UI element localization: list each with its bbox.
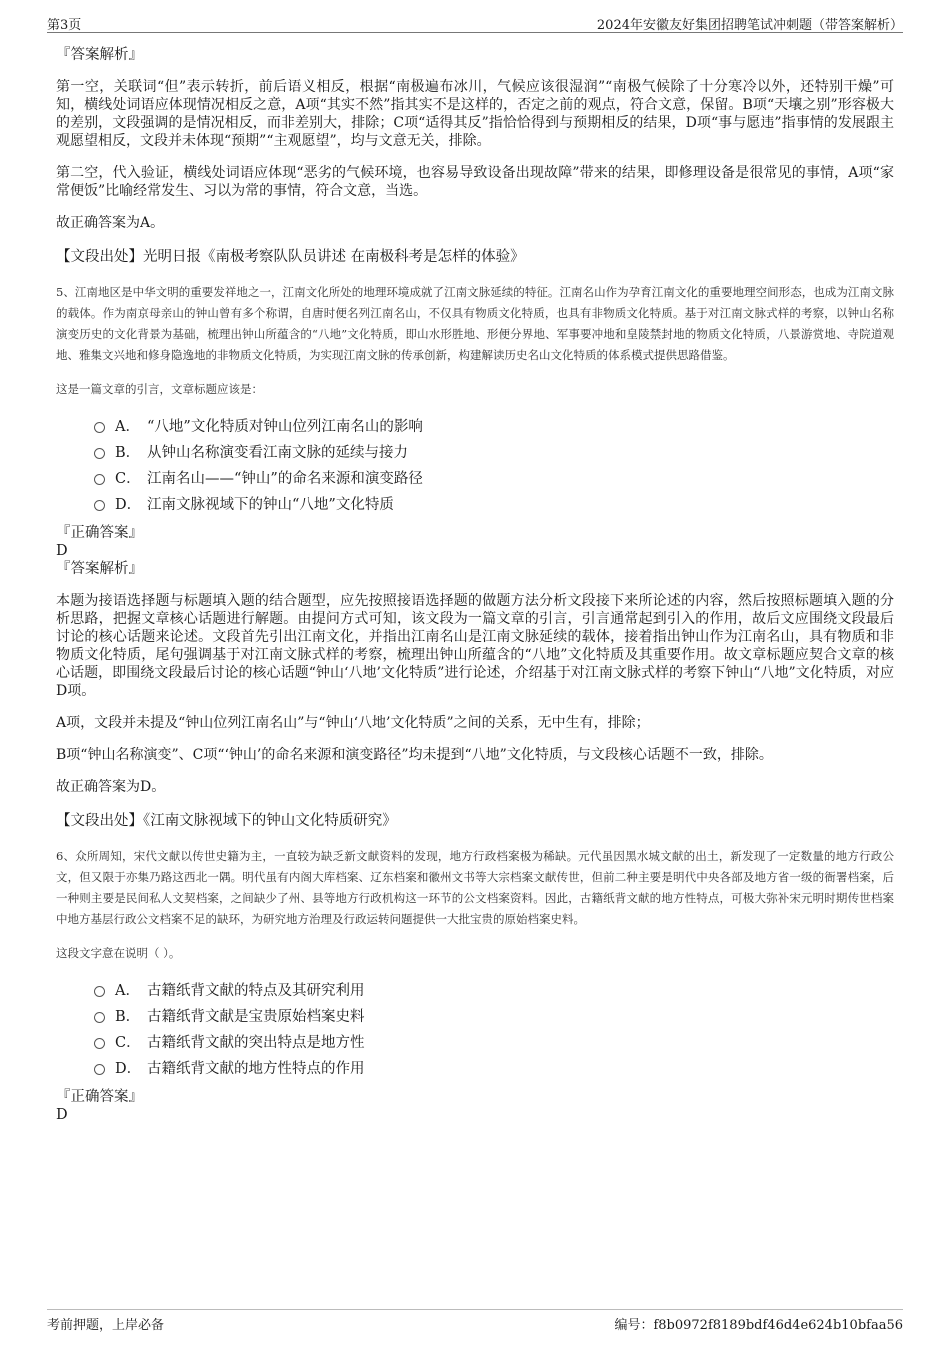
radio-icon[interactable]: [94, 986, 105, 997]
option-text: 江南名山——“钟山”的命名来源和演变路径: [147, 471, 423, 487]
radio-icon[interactable]: [94, 1064, 105, 1075]
radio-icon[interactable]: [94, 422, 105, 433]
q5-options: [94, 414, 894, 518]
radio-icon[interactable]: [94, 500, 105, 511]
option-text: 江南文脉视域下的钟山“八地”文化特质: [147, 497, 394, 513]
option-letter: D．: [115, 1061, 142, 1077]
option-text: 古籍纸背文献是宝贵原始档案史料: [147, 1009, 365, 1025]
radio-icon[interactable]: [94, 1012, 105, 1023]
q6-options: [94, 978, 894, 1082]
q5-analysis-label: 『答案解析』: [56, 561, 143, 577]
page-header: [47, 12, 903, 33]
q5-conclusion: 故正确答案为D。: [56, 779, 166, 795]
q5-option-b[interactable]: [94, 440, 894, 466]
option-text: 古籍纸背文献的突出特点是地方性: [147, 1035, 365, 1051]
page-number: 第3页: [47, 18, 82, 33]
q5-question: 5、江南地区是中华文明的重要发祥地之一，江南文化所处的地理环境成就了江南文脉延续的特征。江南名山作为孕育江南文化的重要地理空间形态，也成为江南文脉的载体。作为南京母亲山的钟山曾有多个称谓，自唐时便名列江南名山，不仅具有物质文化特质，也具有非物质文化特质。基于对江南文脉式样的考察，以钟山名称演变历史的文化背景为基础，梳理出钟山所蕴含的“八地”文化特质，即山水形胜地、形便分界地、军事要冲地和皇陵禁封地的物质文化特质，八景游赏地、寺院道观地、雅集文兴地和修身隐逸地的非物质文化特质，为实现江南文脉的传承创新，构建解读历史名山文化特质的体系模式提供思路借鉴。: [56, 285, 894, 362]
q5-analysis-paragraph-3: B项“钟山名称演变”、C项“‘钟山’的命名来源和演变路径”均未提到“八地”文化特质，与文段核心话题不一致，排除。: [56, 747, 773, 763]
q6-prompt: 这段文字意在说明（ ）。: [56, 946, 181, 960]
q4-analysis-paragraph-1: 第一空，关联词“但”表示转折，前后语义相反，根据“南极遍布冰川，气候应该很湿润”“南极气候除了十分寒冷以外，还特别干燥”可知，横线处词语应体现情况相反之意，A项“其实不然”指其实不是这样的，否定之前的观点，符合文意，保留。B项“天壤之别”形容极大的差别，文段强调的是情况相反，而非差别大，排除；C项“适得其反”指恰恰得到与预期相反的结果，D项“事与愿违”指事情的发展跟主观愿望相反，文段并未体现“预期”“主观愿望”，均与文意无关，排除。: [56, 79, 894, 149]
q5-analysis-paragraph-1: 本题为接语选择题与标题填入题的结合题型，应先按照接语选择题的做题方法分析文段接下来所论述的内容，然后按照标题填入题的分析思路，把握文章核心话题进行解题。由提问方式可知，该文段为一篇文章的引言，引言通常起到引入的作用，故后文应围绕文段最后讨论的核心话题来论述。文段首先引出江南文化，并指出江南名山是江南文脉延续的载体，接着指出钟山作为江南名山，具有物质和非物质文化特质，尾句强调基于对江南文脉式样的考察，梳理出钟山所蕴含的“八地”文化特质及其重要作用。故文章标题应契合文章的核心话题，即围绕文段最后讨论的核心话题“钟山‘八地’文化特质”进行论述，介绍基于对江南文脉式样的考察下钟山“八地”文化特质，对应D项。: [56, 593, 894, 699]
option-letter: B．: [115, 445, 141, 461]
q6-option-c[interactable]: [94, 1030, 894, 1056]
footer-slogan: 考前押题，上岸必备: [47, 1318, 165, 1333]
radio-icon[interactable]: [94, 474, 105, 485]
document-id: 编号：f8b0972f8189bdf46d4e624b10bfaa56: [614, 1318, 903, 1333]
q4-analysis-label: 『答案解析』: [56, 47, 143, 63]
q5-option-a[interactable]: [94, 414, 894, 440]
option-text: “八地”文化特质对钟山位列江南名山的影响: [147, 419, 423, 435]
q6-option-d[interactable]: [94, 1056, 894, 1082]
radio-icon[interactable]: [94, 1038, 105, 1049]
page-content: [56, 46, 894, 1124]
option-text: 从钟山名称演变看江南文脉的延续与接力: [147, 445, 408, 461]
q5-correct-label: 『正确答案』: [56, 525, 143, 541]
q4-source: 【文段出处】光明日报《南极考察队队员讲述 在南极科考是怎样的体验》: [56, 249, 525, 265]
option-letter: D．: [115, 497, 142, 513]
option-letter: A．: [115, 983, 140, 999]
radio-icon[interactable]: [94, 448, 105, 459]
option-letter: C．: [115, 471, 141, 487]
q5-prompt: 这是一篇文章的引言，文章标题应该是：: [56, 382, 263, 396]
option-text: 古籍纸背文献的特点及其研究利用: [147, 983, 365, 999]
q6-correct-answer: D: [56, 1107, 68, 1123]
q5-option-c[interactable]: [94, 466, 894, 492]
option-letter: A．: [115, 419, 140, 435]
q6-correct-label: 『正确答案』: [56, 1089, 143, 1105]
q5-option-d[interactable]: [94, 492, 894, 518]
option-letter: B．: [115, 1009, 141, 1025]
q5-analysis-paragraph-2: A项，文段并未提及“钟山位列江南名山”与“钟山‘八地’文化特质”之间的关系，无中生有，排除；: [56, 715, 650, 731]
option-text: 古籍纸背文献的地方性特点的作用: [147, 1061, 365, 1077]
q6-option-b[interactable]: [94, 1004, 894, 1030]
q6-option-a[interactable]: [94, 978, 894, 1004]
q4-conclusion: 故正确答案为A。: [56, 215, 165, 231]
option-letter: C．: [115, 1035, 141, 1051]
page-footer: [47, 1309, 903, 1333]
q4-analysis-paragraph-2: 第二空，代入验证，横线处词语应体现“恶劣的气候环境，也容易导致设备出现故障”带来的结果，即修理设备是很常见的事情，A项“家常便饭”比喻经常发生、习以为常的事情，符合文意，当选。: [56, 165, 894, 199]
q5-source: 【文段出处】《江南文脉视域下的钟山文化特质研究》: [56, 813, 397, 829]
document-title: 2024年安徽友好集团招聘笔试冲刺题（带答案解析）: [596, 18, 903, 33]
q5-correct-answer: D: [56, 543, 68, 559]
q6-question: 6、众所周知，宋代文献以传世史籍为主，一直较为缺乏新文献资料的发现，地方行政档案极为稀缺。元代虽因黑水城文献的出土，新发现了一定数量的地方行政公文，但又限于亦集乃路这西北一隅。明代虽有内阁大库档案、辽东档案和徽州文书等大宗档案文献传世，但前二种主要是明代中央各部及地方省一级的衙署档案，后一种则主要是民间私人文契档案，之间缺少了州、县等地方行政机构这一环节的公文档案资料。因此，古籍纸背文献的地方性特点，可极大弥补宋元明时期传世档案中地方基层行政公文档案不足的缺环，为研究地方治理及行政运转问题提供一大批宝贵的原始档案史料。: [56, 849, 894, 926]
